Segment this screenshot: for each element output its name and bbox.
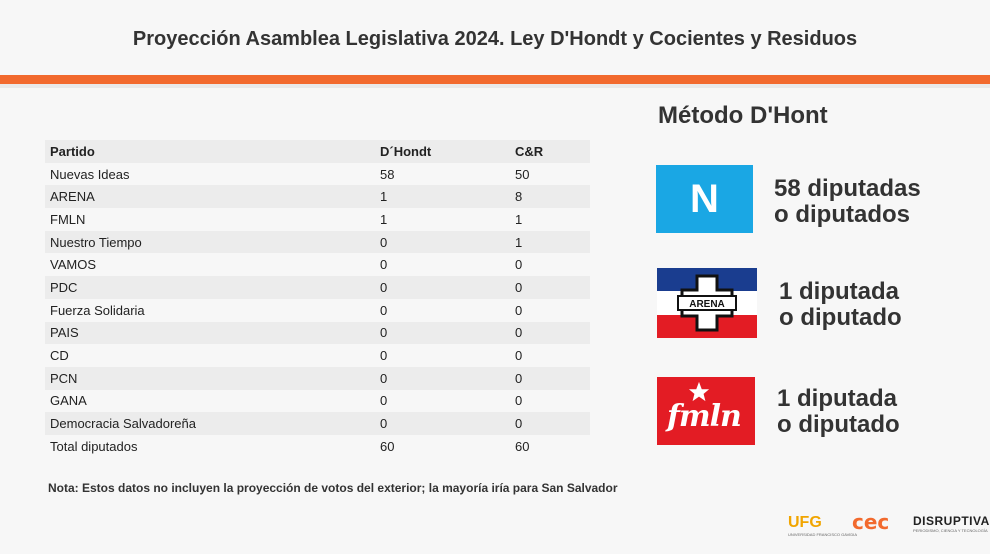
cr-cell: 0 xyxy=(510,276,590,299)
table-row xyxy=(45,390,590,413)
orange-divider xyxy=(0,75,990,84)
dhondt-cell: 60 xyxy=(380,438,395,454)
ufg-logo xyxy=(788,514,857,537)
ufg-logo-subtext: UNIVERSIDAD FRANCISCO GAVIDIA xyxy=(788,532,858,537)
cr-cell: 0 xyxy=(515,393,523,409)
seats-line2: o diputados xyxy=(774,201,910,228)
cr-cell: 50 xyxy=(515,166,530,182)
fmln-logo-text: fmln xyxy=(667,399,741,434)
table-row xyxy=(45,185,590,208)
party-cell: Nuevas Ideas xyxy=(50,166,130,182)
disruptiva-logo xyxy=(913,514,990,533)
party-cell: PAIS xyxy=(45,322,375,345)
disruptiva-logo-text: DISRUPTIVA xyxy=(913,514,990,528)
dhondt-cell: 58 xyxy=(380,166,395,182)
ufg-logo-text: UFG xyxy=(788,514,822,531)
table-row xyxy=(45,208,590,231)
cr-cell: 8 xyxy=(510,185,590,208)
party-cell: ARENA xyxy=(45,185,375,208)
dhondt-cell: 0 xyxy=(380,393,388,409)
party-cell: VAMOS xyxy=(50,257,96,273)
dhondt-cell: 0 xyxy=(375,412,510,435)
party-cell: Democracia Salvadoreña xyxy=(45,412,375,435)
party-cell: PCN xyxy=(45,367,375,390)
seats-line2: o diputado xyxy=(777,411,900,438)
arena-logo-text: ARENA xyxy=(689,299,725,310)
cr-cell: 0 xyxy=(510,322,590,345)
header-dhondt: D´Hondt xyxy=(375,140,510,163)
party-cell: GANA xyxy=(50,393,87,409)
table-row xyxy=(45,253,590,276)
table-row xyxy=(45,299,590,322)
dhondt-cell: 0 xyxy=(380,257,388,273)
divider-shadow xyxy=(0,84,990,88)
cr-cell: 0 xyxy=(510,412,590,435)
cr-cell: 1 xyxy=(515,211,523,227)
dhondt-cell: 0 xyxy=(375,367,510,390)
party-cell: Total diputados xyxy=(50,438,138,454)
arena-seats xyxy=(779,279,902,331)
table-row xyxy=(45,344,590,367)
table-row xyxy=(45,367,590,390)
nuevas-ideas-seats xyxy=(774,176,921,228)
cr-cell: 0 xyxy=(515,302,523,318)
total-row xyxy=(45,435,590,458)
disruptiva-logo-subtext: PERIODISMO, CIENCIA Y TECNOLOGÍA xyxy=(913,528,988,533)
fmln-logo xyxy=(657,377,755,445)
cr-cell: 0 xyxy=(515,348,523,364)
nuevas-ideas-logo: N xyxy=(656,165,753,233)
dhondt-cell: 0 xyxy=(380,302,388,318)
seats-line2: o diputado xyxy=(779,304,902,331)
seats-line1: 1 diputada xyxy=(779,278,900,305)
table-row xyxy=(45,322,590,345)
footnote: Nota: Estos datos no incluyen la proyección de votos del exterior; la mayoría iría para San Salvador xyxy=(48,481,618,495)
results-table xyxy=(45,140,590,458)
header-cr: C&R xyxy=(510,140,590,163)
party-cell: Fuerza Solidaria xyxy=(50,302,145,318)
seats-line1: 1 diputada xyxy=(777,385,898,412)
dhondt-cell: 0 xyxy=(375,231,510,254)
table-header-row xyxy=(45,140,590,163)
party-cell: CD xyxy=(50,348,69,364)
header-party: Partido xyxy=(45,140,375,163)
dhondt-cell: 0 xyxy=(375,276,510,299)
table-row xyxy=(45,412,590,435)
dhondt-cell: 1 xyxy=(375,185,510,208)
page-title: Proyección Asamblea Legislativa 2024. Ley D'Hondt y Cocientes y Residuos xyxy=(132,28,858,50)
table-row xyxy=(45,276,590,299)
party-cell: PDC xyxy=(45,276,375,299)
cr-cell: 0 xyxy=(515,257,523,273)
party-cell: FMLN xyxy=(50,211,86,227)
party-cell: Nuestro Tiempo xyxy=(45,231,375,254)
fmln-seats xyxy=(777,386,900,438)
cr-cell: 0 xyxy=(510,367,590,390)
dhondt-cell: 1 xyxy=(380,211,388,227)
cr-cell: 60 xyxy=(515,438,530,454)
seats-line1: 58 diputadas xyxy=(774,175,921,202)
arena-logo xyxy=(657,268,757,338)
cec-logo: cec xyxy=(852,510,890,534)
table-row xyxy=(45,231,590,254)
cr-cell: 1 xyxy=(510,231,590,254)
dhondt-cell: 0 xyxy=(380,348,388,364)
method-title: Método D'Hont xyxy=(658,102,828,129)
dhondt-cell: 0 xyxy=(375,322,510,345)
table-row xyxy=(45,163,590,186)
